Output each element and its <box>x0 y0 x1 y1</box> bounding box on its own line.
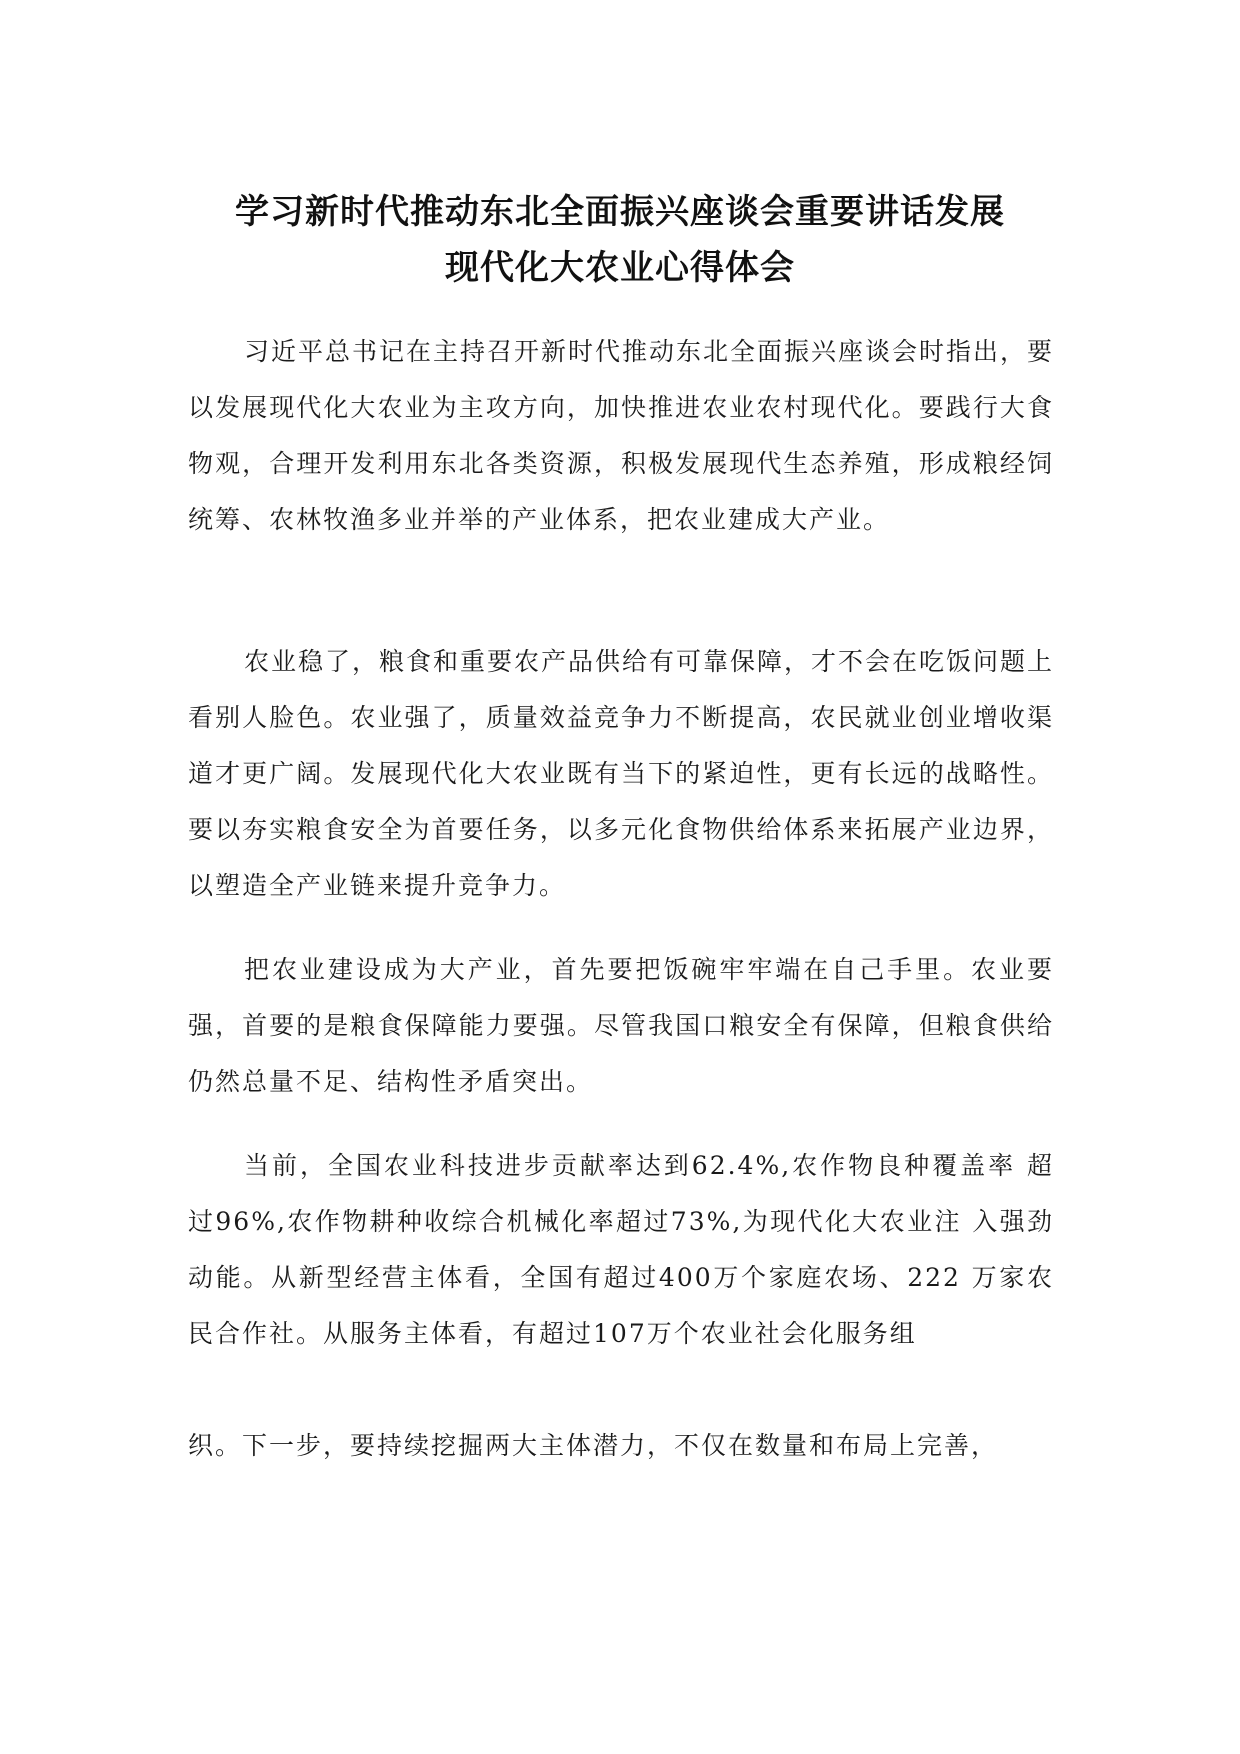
paragraph-text: 当前，全国农业科技进步贡献率达到62.4%,农作物良种覆盖率 超过96%,农作物耕种收综合机械化率超过73%,为现代化大农业注 入强劲动能。从新型经营主体看，全国有超过400万个家庭农场、222 万家农民合作社。从服务主体看，有超过107万个农业社会化服务组 <box>188 1151 1054 1348</box>
paragraph-3 <box>188 942 1054 1110</box>
title-line-1: 学习新时代推动东北全面振兴座谈会重要讲话发展 <box>235 192 1005 232</box>
paragraph-text: 把农业建设成为大产业，首先要把饭碗牢牢端在自己手里。农业要强，首要的是粮食保障能力要强。尽管我国口粮安全有保障，但粮食供给仍然总量不足、结构性矛盾突出。 <box>188 955 1054 1096</box>
paragraph-5 <box>188 1418 1054 1474</box>
paragraph-text: 习近平总书记在主持召开新时代推动东北全面振兴座谈会时指出，要以发展现代化大农业为主攻方向，加快推进农业农村现代化。要践行大食物观，合理开发利用东北各类资源，积极发展现代生态养殖，形成粮经饲统筹、农林牧渔多业并举的产业体系，把农业建成大产业。 <box>188 337 1055 534</box>
paragraph-1 <box>188 324 1054 548</box>
paragraph-2 <box>188 634 1054 914</box>
paragraph-4 <box>188 1138 1054 1362</box>
paragraph-text: 农业稳了，粮食和重要农产品供给有可靠保障，才不会在吃饭问题上看别人脸色。农业强了，质量效益竞争力不断提高，农民就业创业增收渠道才更广阔。发展现代化大农业既有当下的紧迫性，更有长远的战略性。要以夯实粮食安全为首要任务，以多元化食物供给体系来拓展产业边界，以塑造全产业链来提升竞争力。 <box>188 647 1055 900</box>
paragraph-text: 织。下一步，要持续挖掘两大主体潜力，不仅在数量和布局上完善， <box>188 1431 999 1460</box>
title-line-2: 现代化大农业心得体会 <box>445 248 795 288</box>
document-title <box>150 184 1090 296</box>
